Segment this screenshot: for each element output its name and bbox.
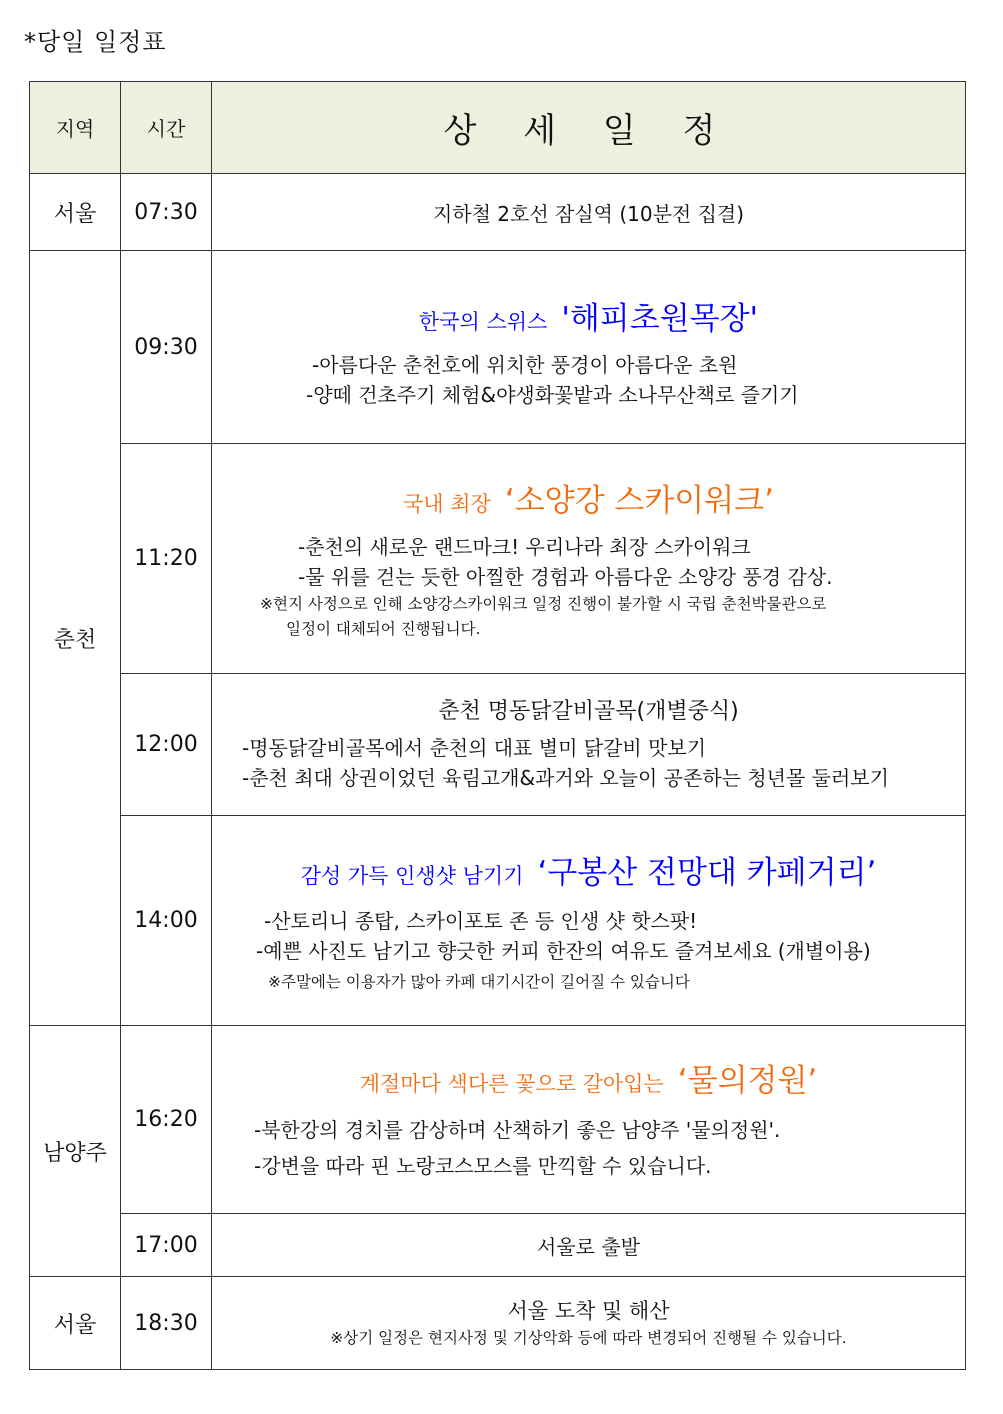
- time-cell: 09:30: [121, 251, 212, 444]
- detail-cell: 서울로 출발: [212, 1214, 966, 1277]
- detail-cell: [212, 1026, 966, 1214]
- detail-note: ※상기 일정은 현지사정 및 기상악화 등에 따라 변경되어 진행될 수 있습니다.: [330, 1329, 847, 1347]
- detail-note: 일정이 대체되어 진행됩니다.: [286, 620, 481, 638]
- page-title: *당일 일정표: [24, 28, 167, 56]
- title-main: ‘물의정원’: [677, 1063, 818, 1099]
- detail-line: -물 위를 걷는 듯한 아찔한 경험과 아름다운 소양강 풍경 감상.: [298, 565, 833, 589]
- detail-cell: [212, 674, 966, 816]
- region-cell: 남양주: [30, 1026, 121, 1277]
- detail-cell: 지하철 2호선 잠실역 (10분전 집결): [212, 174, 966, 251]
- detail-cell: [212, 816, 966, 1026]
- detail-title: [212, 475, 965, 520]
- detail-note: ※현지 사정으로 인해 소양강스카이워크 일정 진행이 불가할 시 국립 춘천박물관으로: [260, 595, 827, 613]
- table-row: [30, 1026, 966, 1214]
- title-main: '해피초원목장': [561, 300, 759, 337]
- schedule-table: [29, 81, 966, 1370]
- detail-title: [212, 1055, 965, 1100]
- detail-line: -북한강의 경치를 감상하며 산책하기 좋은 남양주 '물의정원'.: [254, 1118, 781, 1142]
- detail-line: -예쁜 사진도 남기고 향긋한 커피 한잔의 여유도 즐겨보세요 (개별이용): [256, 938, 871, 963]
- detail-line: -춘천 최대 상권이었던 육림고개&과거와 오늘이 공존하는 청년몰 둘러보기: [242, 765, 889, 790]
- detail-cell: [212, 251, 966, 444]
- title-sub: 국내 최장: [403, 492, 491, 516]
- title-main: ‘구봉산 전망대 카페거리’: [537, 854, 877, 891]
- title-sub: 한국의 스위스: [418, 309, 548, 334]
- detail-line: -강변을 따라 핀 노랑코스모스를 만끽할 수 있습니다.: [254, 1154, 712, 1178]
- table-row: [30, 816, 966, 1026]
- table-row: [30, 674, 966, 816]
- time-cell: 11:20: [121, 444, 212, 674]
- detail-title: [212, 293, 965, 338]
- time-cell: 17:00: [121, 1214, 212, 1277]
- title-sub: 계절마다 색다른 꽃으로 갈아입는: [359, 1072, 664, 1096]
- detail-line: -명동닭갈비골목에서 춘천의 대표 별미 닭갈비 맛보기: [242, 735, 707, 760]
- region-cell: 서울: [30, 1277, 121, 1370]
- detail-line: -양떼 건초주기 체험&야생화꽃밭과 소나무산책로 즐기기: [306, 382, 799, 407]
- detail-note: ※주말에는 이용자가 많아 카페 대기시간이 길어질 수 있습니다: [268, 972, 690, 991]
- header-time: 시간: [121, 82, 212, 174]
- detail-cell: [212, 444, 966, 674]
- detail-title: 춘천 명동닭갈비골목(개별중식): [438, 698, 739, 724]
- table-row: [30, 251, 966, 444]
- title-main: ‘소양강 스카이워크’: [504, 483, 774, 519]
- detail-title: [212, 847, 965, 892]
- table-row: [30, 1214, 966, 1277]
- table-header-row: [30, 82, 966, 174]
- region-cell: 춘천: [30, 251, 121, 1026]
- title-sub: 감성 가득 인생샷 남기기: [300, 863, 524, 888]
- time-cell: 18:30: [121, 1277, 212, 1370]
- region-cell: 서울: [30, 174, 121, 251]
- header-detail: 상 세 일 정: [212, 82, 966, 174]
- detail-cell: [212, 1277, 966, 1370]
- detail-line: -산토리니 종탑, 스카이포토 존 등 인생 샷 핫스팟!: [264, 908, 698, 933]
- detail-title: 서울 도착 및 해산: [507, 1299, 670, 1323]
- time-cell: 14:00: [121, 816, 212, 1026]
- table-row: [30, 1277, 966, 1370]
- detail-line: -춘천의 새로운 랜드마크! 우리나라 최장 스카이워크: [298, 535, 751, 559]
- header-region: 지역: [30, 82, 121, 174]
- table-row: [30, 444, 966, 674]
- time-cell: 16:20: [121, 1026, 212, 1214]
- time-cell: 12:00: [121, 674, 212, 816]
- detail-line: -아름다운 춘천호에 위치한 풍경이 아름다운 초원: [312, 352, 738, 377]
- time-cell: 07:30: [121, 174, 212, 251]
- table-row: [30, 174, 966, 251]
